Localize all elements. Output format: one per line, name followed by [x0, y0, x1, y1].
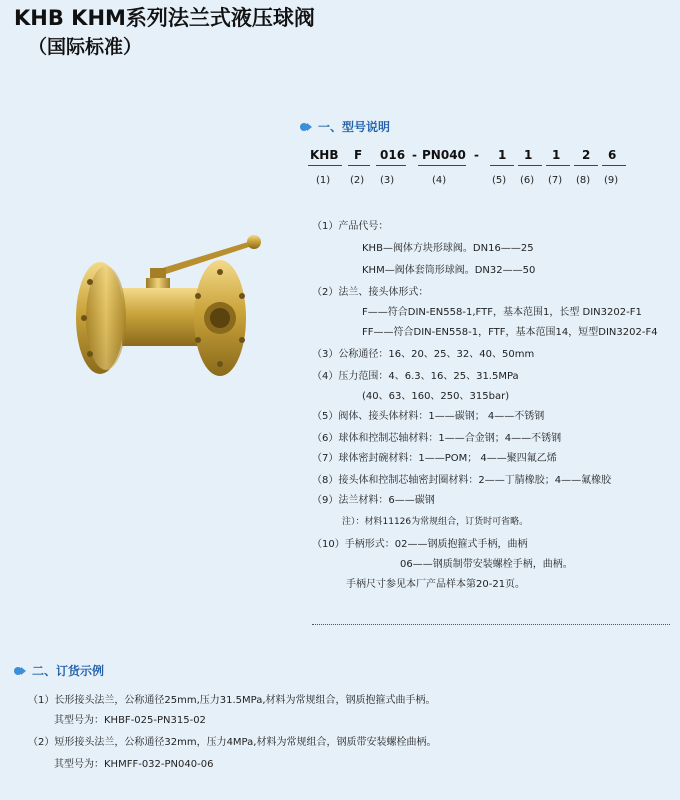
- desc-line: (40、63、160、250、315bar): [362, 391, 510, 402]
- section-heading-model: [300, 118, 390, 135]
- page-subtitle: （国际标准）: [28, 36, 143, 58]
- section-heading-label: 二、订货示例: [32, 664, 105, 678]
- code-index: (1): [316, 175, 331, 186]
- code-index: (7): [548, 175, 563, 186]
- desc-line: （8）接头体和控制芯轴密封圈材料：2——丁腈橡胶；4——氟橡胶: [312, 475, 612, 486]
- section-heading-order: [14, 662, 104, 679]
- code-token: F: [354, 148, 363, 162]
- code-index: (9): [604, 175, 619, 186]
- bullet-icon: [14, 667, 22, 675]
- code-index: (4): [432, 175, 447, 186]
- code-token: 1: [524, 148, 533, 162]
- code-token: KHB: [310, 148, 339, 162]
- code-token: -: [412, 148, 417, 162]
- desc-line: 06——钢质制带安装螺栓手柄，曲柄。: [400, 559, 573, 570]
- code-token: 1: [498, 148, 507, 162]
- page-title: KHB KHM系列法兰式液压球阀: [14, 6, 315, 30]
- desc-line: （10）手柄形式：02——钢质抱箍式手柄，曲柄: [312, 539, 528, 550]
- code-token: -: [474, 148, 479, 162]
- code-index: (6): [520, 175, 535, 186]
- note-line: 注）：材料11126为常规组合，订货时可省略。: [342, 517, 529, 527]
- code-token: 016: [380, 148, 406, 162]
- code-index: (5): [492, 175, 507, 186]
- desc-line: FF——符合DIN-EN558-1，FTF，基本范围14，短型DIN3202-F4: [362, 327, 658, 338]
- code-index: (2): [350, 175, 365, 186]
- order-line: 其型号为：KHBF-025-PN315-02: [54, 715, 206, 726]
- order-line: 其型号为：KHMFF-032-PN040-06: [54, 759, 214, 770]
- desc-line: （9）法兰材料：6——碳钢: [312, 495, 435, 506]
- code-token: PN040: [422, 148, 466, 162]
- code-token: 6: [608, 148, 617, 162]
- desc-line: （3）公称通径：16、20、25、32、40、50mm: [312, 349, 535, 360]
- desc-line: （4）压力范围：4、6.3、16、25、31.5MPa: [312, 371, 519, 382]
- code-index: (3): [380, 175, 395, 186]
- desc-line: （6）球体和控制芯轴材料：1——合金钢；4——不锈钢: [312, 433, 562, 444]
- ball-valve-image: [60, 230, 280, 400]
- order-line: （1）长形接头法兰，公称通径25mm,压力31.5MPa,材料为常规组合，钢质抱箍式曲手柄。: [28, 695, 436, 706]
- code-index: (8): [576, 175, 591, 186]
- section-heading-label: 一、型号说明: [318, 120, 391, 134]
- desc-line: （1）产品代号：: [312, 221, 389, 232]
- desc-line: KHM—阀体套筒形球阀。DN32——50: [362, 265, 536, 276]
- desc-line: 手柄尺寸参见本厂产品样本第20-21页。: [346, 579, 526, 590]
- order-line: （2）短形接头法兰，公称通径32mm，压力4MPa,材料为常规组合，钢质带安装螺栓曲柄。: [28, 737, 437, 748]
- code-token: 2: [582, 148, 591, 162]
- code-token: 1: [552, 148, 561, 162]
- divider: [312, 624, 670, 625]
- desc-line: （5）阀体、接头体材料：1——碳钢； 4——不锈钢: [312, 411, 545, 422]
- desc-line: （2）法兰、接头体形式：: [312, 287, 429, 298]
- desc-line: KHB—阀体方块形球阀。DN16——25: [362, 243, 534, 254]
- desc-line: F——符合DIN-EN558-1,FTF，基本范围1，长型 DIN3202-F1: [362, 307, 642, 318]
- desc-line: （7）球体密封碗材料：1——POM； 4——聚四氟乙烯: [312, 453, 557, 464]
- model-code: [308, 148, 668, 188]
- bullet-icon: [300, 123, 308, 131]
